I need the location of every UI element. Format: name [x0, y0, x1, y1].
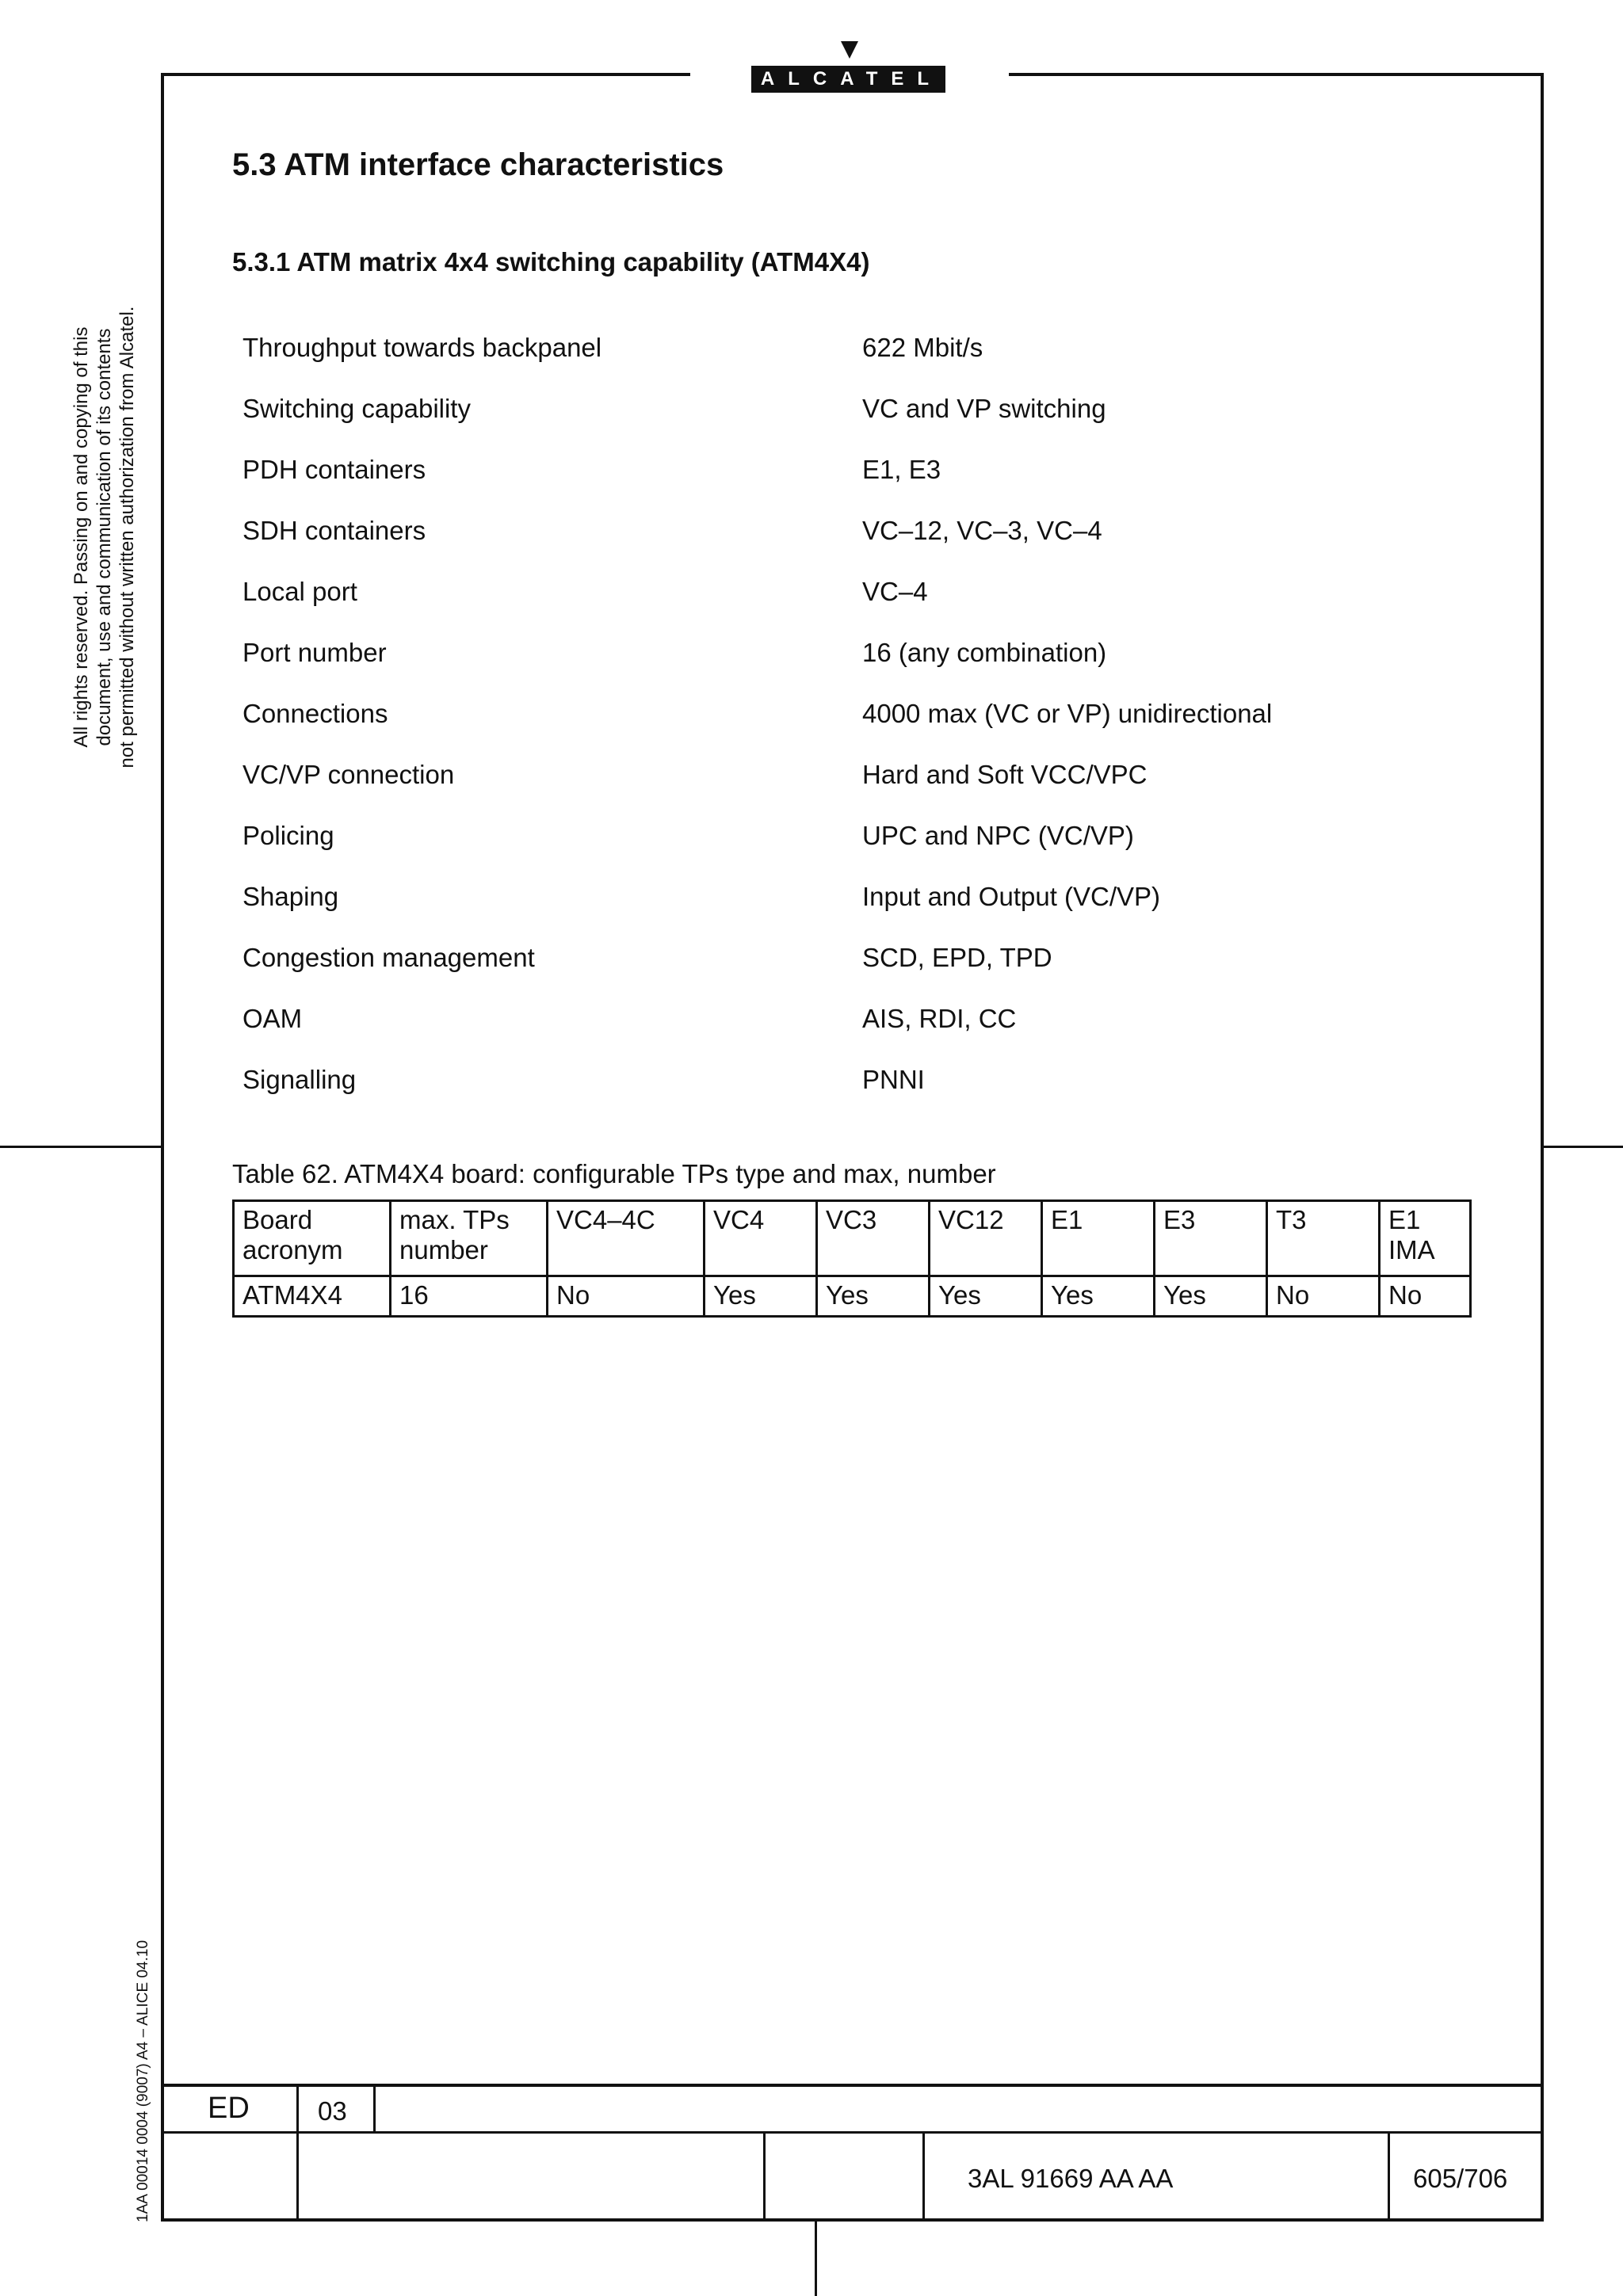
header-cell: max. TPs number: [391, 1201, 548, 1276]
footer-top-line: [161, 2084, 1544, 2087]
spec-row: [242, 333, 1431, 372]
table-cell: ATM4X4: [234, 1276, 391, 1317]
spec-value: Input and Output (VC/VP): [862, 882, 1161, 911]
table-cell: No: [1380, 1276, 1471, 1317]
spec-value: UPC and NPC (VC/VP): [862, 821, 1134, 850]
table-header-row: [234, 1201, 1471, 1276]
spec-row: [242, 699, 1431, 738]
table-cell: No: [1267, 1276, 1380, 1317]
table-cell: Yes: [705, 1276, 817, 1317]
logo-triangle-icon: [841, 41, 858, 59]
edition-label: ED: [208, 2092, 250, 2125]
spec-label: Connections: [242, 699, 388, 728]
spec-row: [242, 394, 1431, 433]
subsection-title: 5.3.1 ATM matrix 4x4 switching capability (ATM4X4): [232, 247, 870, 277]
spec-row: [242, 882, 1431, 921]
bottom-center-mark: [815, 2222, 817, 2296]
spec-label: Local port: [242, 577, 357, 606]
spec-value: PNNI: [862, 1065, 925, 1094]
spec-row: [242, 943, 1431, 982]
table-cell: 16: [391, 1276, 548, 1317]
table-cell: No: [548, 1276, 705, 1317]
footer-divider: [1388, 2131, 1390, 2220]
footer-divider: [373, 2084, 376, 2132]
spec-label: Signalling: [242, 1065, 357, 1094]
alcatel-logo: ALCATEL: [751, 66, 945, 93]
spec-label: Switching capability: [242, 394, 471, 423]
spec-value: SCD, EPD, TPD: [862, 943, 1052, 972]
tp-table: [232, 1199, 1472, 1318]
form-code: 1AA 00014 0004 (9007) A4 – ALICE 04.10: [135, 1939, 151, 2222]
header-cell: E3: [1155, 1201, 1267, 1276]
spec-label: PDH containers: [242, 455, 426, 484]
spec-label: Port number: [242, 638, 387, 667]
spec-row: [242, 760, 1431, 799]
header-cell: Board acronym: [234, 1201, 391, 1276]
footer-divider: [296, 2084, 299, 2220]
footer-divider: [763, 2131, 766, 2220]
footer-divider: [922, 2131, 925, 2220]
spec-label: OAM: [242, 1004, 303, 1033]
spec-row: [242, 1065, 1431, 1104]
spec-value: E1, E3: [862, 455, 941, 484]
spec-value: Hard and Soft VCC/VPC: [862, 760, 1148, 789]
spec-row: [242, 821, 1431, 860]
fold-mark-left: [0, 1146, 161, 1148]
spec-value: VC–4: [862, 577, 928, 606]
table-cell: Yes: [1042, 1276, 1155, 1317]
spec-row: [242, 455, 1431, 494]
frame-left: [161, 73, 164, 2222]
spec-value: VC and VP switching: [862, 394, 1106, 423]
header-cell: VC4: [705, 1201, 817, 1276]
spec-label: Throughput towards backpanel: [242, 333, 602, 362]
footer-mid-line: [161, 2131, 1544, 2134]
table-row: [234, 1276, 1471, 1317]
document-number: 3AL 91669 AA AA: [968, 2164, 1174, 2193]
section-title: 5.3 ATM interface characteristics: [232, 147, 724, 182]
spec-value: 16 (any combination): [862, 638, 1107, 667]
copyright-notice: All rights reserved. Passing on and copying of this document, use and communication of its contents not permitted without written authorization from Alcatel.: [71, 306, 138, 769]
spec-value: VC–12, VC–3, VC–4: [862, 516, 1102, 545]
table-caption: Table 62. ATM4X4 board: configurable TPs type and max, number: [232, 1159, 996, 1188]
header-cell: VC3: [817, 1201, 930, 1276]
header-cell: VC4–4C: [548, 1201, 705, 1276]
spec-value: 4000 max (VC or VP) unidirectional: [862, 699, 1273, 728]
spec-label: SDH containers: [242, 516, 426, 545]
table-cell: Yes: [817, 1276, 930, 1317]
page-number: 605/706: [1413, 2164, 1508, 2193]
frame-top-left: [161, 73, 690, 76]
table-cell: Yes: [1155, 1276, 1267, 1317]
spec-label: VC/VP connection: [242, 760, 455, 789]
header-cell: T3: [1267, 1201, 1380, 1276]
header-cell: E1 IMA: [1380, 1201, 1471, 1276]
spec-row: [242, 577, 1431, 616]
header-cell: E1: [1042, 1201, 1155, 1276]
spec-label: Congestion management: [242, 943, 535, 972]
spec-label: Policing: [242, 821, 334, 850]
frame-bottom: [161, 2218, 1544, 2222]
spec-label: Shaping: [242, 882, 339, 911]
frame-top-right: [1009, 73, 1544, 76]
spec-value: 622 Mbit/s: [862, 333, 983, 362]
fold-mark-right: [1544, 1146, 1623, 1148]
edition-value: 03: [318, 2096, 347, 2126]
spec-row: [242, 516, 1431, 555]
spec-row: [242, 638, 1431, 677]
spec-value: AIS, RDI, CC: [862, 1004, 1017, 1033]
table-cell: Yes: [930, 1276, 1042, 1317]
header-cell: VC12: [930, 1201, 1042, 1276]
spec-row: [242, 1004, 1431, 1043]
